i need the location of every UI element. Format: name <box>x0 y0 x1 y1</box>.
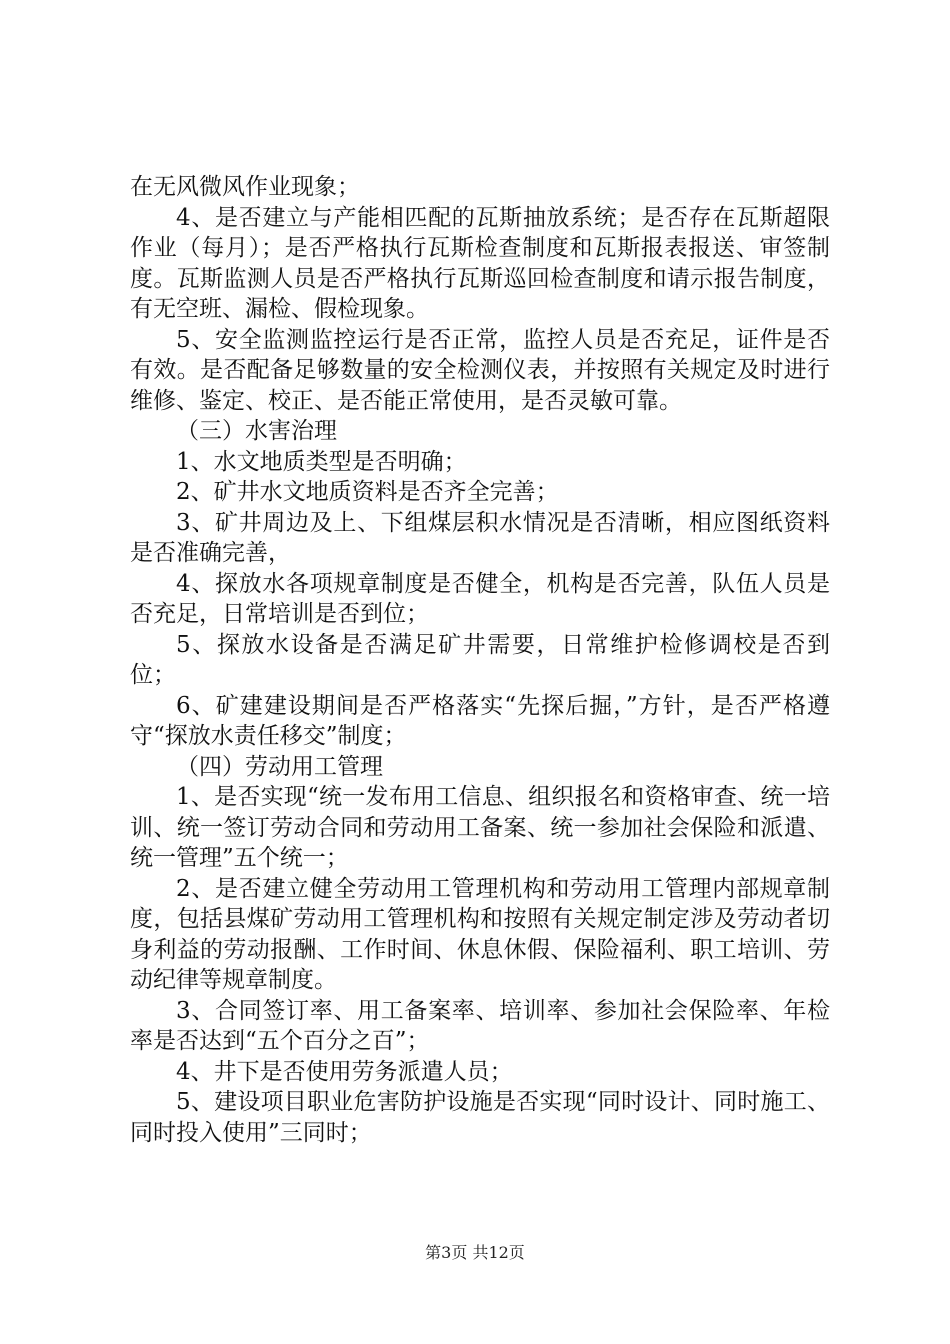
paragraph-5: 2、矿井水文地质资料是否齐全完善； <box>176 479 559 505</box>
paragraph-6: 3、矿井周边及上、下组煤层积水情况是否清晰，相应图纸资料是否准确完善， <box>130 509 830 566</box>
paragraph-15: 5、建设项目职业危害防护设施是否实现“同时设计、同时施工、同时投入使用”三同时； <box>130 1089 830 1146</box>
paragraph-7: 4、探放水各项规章制度是否健全，机构是否完善，队伍人员是否充足，日常培训是否到位； <box>130 570 830 627</box>
paragraph-4: 1、水文地质类型是否明确； <box>176 448 467 475</box>
paragraph-11: 1、是否实现“统一发布用工信息、组织报名和资格审查、统一培训、统一签订劳动合同和劳动用工备案、统一参加社会保险和派遣、统一管理”五个统一； <box>130 784 830 871</box>
paragraph-12: 2、是否建立健全劳动用工管理机构和劳动用工管理内部规章制度，包括县煤矿劳动用工管理机构和按照有关规定制定涉及劳动者切身利益的劳动报酬、工作时间、休息休假、保险福利、职工培训、劳动纪律等规章制度。 <box>130 875 830 993</box>
section-heading-labor-management: （四）劳动用工管理 <box>176 753 383 780</box>
paragraph-9: 6、矿建建设期间是否严格落实“先探后掘，”方针，是否严格遵守“探放水责任移交”制度； <box>130 692 830 749</box>
page-footer <box>0 1243 950 1263</box>
document-body <box>130 172 830 1148</box>
paragraph-1: 4、是否建立与产能相匹配的瓦斯抽放系统；是否存在瓦斯超限作业（每月）；是否严格执行瓦斯检查制度和瓦斯报表报送、审签制度。瓦斯监测人员是否严格执行瓦斯巡回检查制度和请示报告制度，有无空班、漏检、假检现象。 <box>130 204 830 322</box>
paragraph-0: 在无风微风作业现象； <box>130 174 360 200</box>
paragraph-13: 3、合同签订率、用工备案率、培训率、参加社会保险率、年检率是否达到“五个百分之百”； <box>130 997 830 1054</box>
paragraph-2: 5、安全监测监控运行是否正常，监控人员是否充足，证件是否有效。是否配备足够数量的安全检测仪表，并按照有关规定及时进行维修、鉴定、校正、是否能正常使用，是否灵敏可靠。 <box>130 326 830 414</box>
page-number-label: 第3页 共12页 <box>425 1243 525 1262</box>
paragraph-14: 4、井下是否使用劳务派遣人员； <box>176 1058 513 1085</box>
paragraph-8: 5、探放水设备是否满足矿井需要，日常维护检修调校是否到位； <box>130 631 830 688</box>
section-heading-water-hazard: （三）水害治理 <box>176 418 337 444</box>
